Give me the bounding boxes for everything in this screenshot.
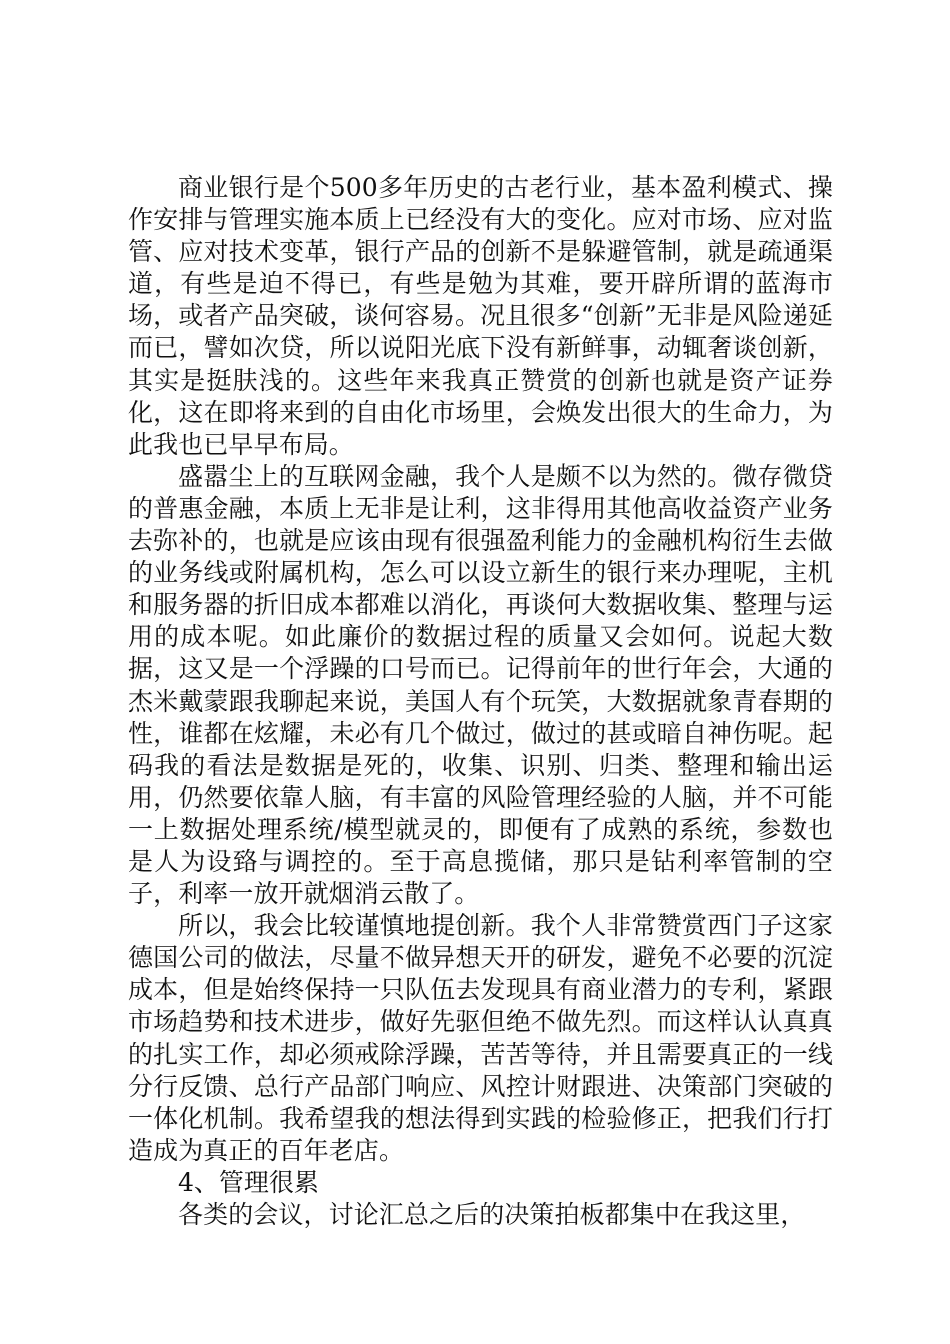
paragraph-cautious-innovation: 所以，我会比较谨慎地提创新。我个人非常赞赏西门子这家德国公司的做法，尽量不做异想天开的研发，避免不必要的沉淀成本，但是始终保持一只队伍去发现具有商业潜力的专利，紧跟市场趋势和技术进步，做好先驱但绝不做先烈。而这样认认真真的扎实工作，却必须戒除浮躁，苦苦等待，并且需要真正的一线分行反馈、总行产品部门响应、风控计财跟进、决策部门突破的一体化机制。我希望我的想法得到实践的检验修正，把我们行打造成为真正的百年老店。 bbox=[128, 911, 833, 1165]
document-body bbox=[128, 172, 833, 1231]
paragraph-internet-finance: 盛嚣尘上的互联网金融，我个人是颇不以为然的。微存微贷的普惠金融，本质上无非是让利，这非得用其他高收益资产业务去弥补的，也就是应该由现有很强盈利能力的金融机构衍生去做的业务线或附属机构，怎么可以设立新生的银行来办理呢，主机和服务器的折旧成本都难以消化，再谈何大数据收集、整理与运用的成本呢。如此廉价的数据过程的质量又会如何。说起大数据，这又是一个浮躁的口号而已。记得前年的世行年会，大通的杰米戴蒙跟我聊起来说，美国人有个玩笑，大数据就象青春期的性，谁都在炫耀，未必有几个做过，做过的甚或暗自神伤呢。起码我的看法是数据是死的，收集、识别、归类、整理和输出运用，仍然要依靠人脑，有丰富的风险管理经验的人脑，并不可能一上数据处理系统/模型就灵的，即便有了成熟的系统，参数也是人为设臵与调控的。至于高息揽储，那只是钻利率管制的空子，利率一放开就烟消云散了。 bbox=[128, 461, 833, 909]
paragraph-meetings: 各类的会议，讨论汇总之后的决策拍板都集中在我这里， bbox=[178, 1200, 806, 1229]
section-heading: 4、管理很累 bbox=[178, 1167, 319, 1197]
paragraph-innovation-banking: 商业银行是个500多年历史的古老行业，基本盈利模式、操作安排与管理实施本质上已经没有大的变化。应对市场、应对监管、应对技术变革，银行产品的创新不是躲避管制，就是疏通渠道，有些是迫不得已，有些是勉为其难，要开辟所谓的蓝海市场，或者产品突破，谈何容易。况且很多“创新”无非是风险递延而已，譬如次贷，所以说阳光底下没有新鲜事，动辄奢谈创新，其实是挺肤浅的。这些年来我真正赞赏的创新也就是资产证券化，这在即将来到的自由化市场里，会焕发出很大的生命力，为此我也已早早布局。 bbox=[128, 173, 833, 459]
